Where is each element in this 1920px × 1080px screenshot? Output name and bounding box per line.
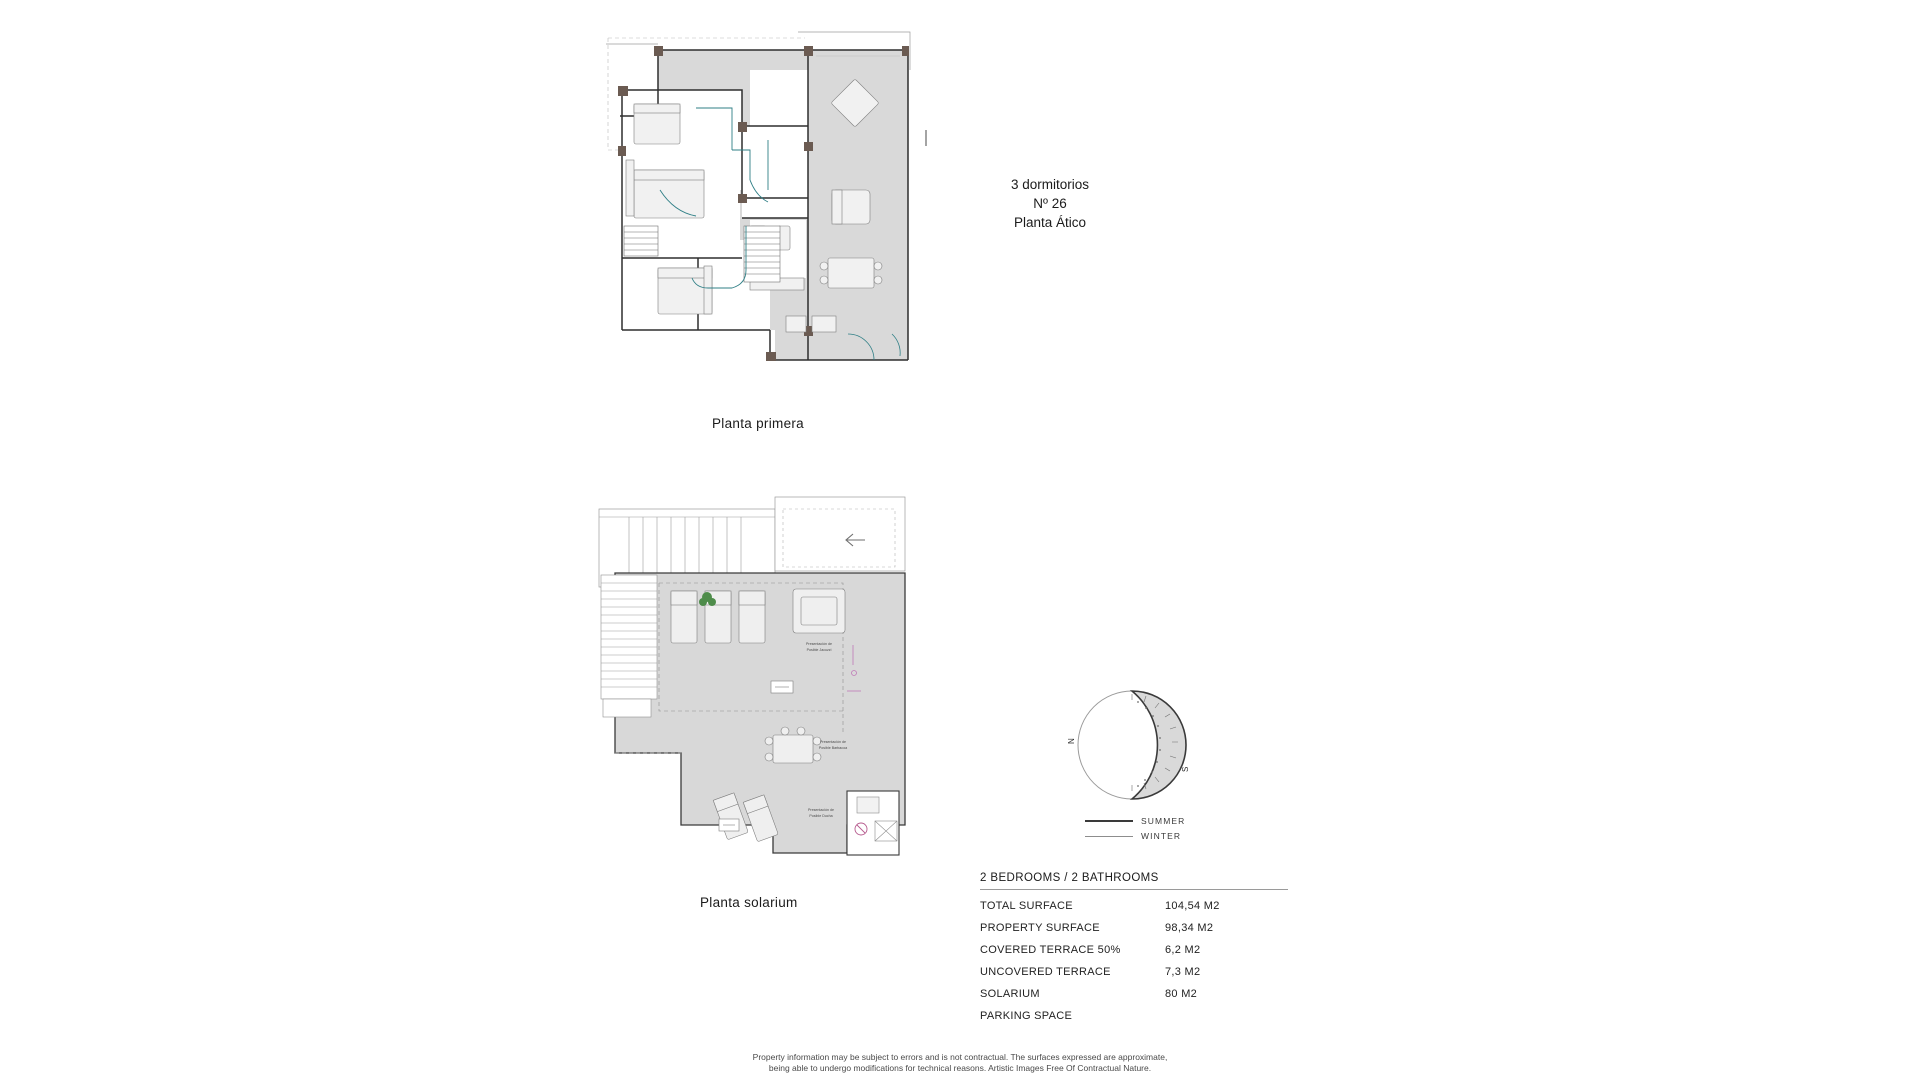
spec-label-total-surface: TOTAL SURFACE	[980, 900, 1073, 912]
sun-south-label: S	[1181, 766, 1190, 772]
spec-label-property-surface: PROPERTY SURFACE	[980, 922, 1100, 934]
spec-value-property-surface: 98,34 M2	[1165, 922, 1214, 934]
spec-row-uncovered-terrace	[980, 966, 1290, 978]
disclaimer-line-1: Property information may be subject to errors and is not contractual. The surfaces expressed are approximate,	[752, 1052, 1168, 1062]
spec-value-total-surface: 104,54 M2	[1165, 900, 1220, 912]
spec-row-parking-space	[980, 1010, 1290, 1022]
spec-value-parking-space	[1165, 1010, 1275, 1022]
spec-label-uncovered-terrace: UNCOVERED TERRACE	[980, 966, 1111, 978]
legend-label-winter: WINTER	[1141, 831, 1182, 841]
disclaimer-line-2: being able to undergo modifications for technical reasons. Artistic Images Free Of Contractual Nature.	[768, 1063, 1152, 1073]
legend-row-summer	[1085, 815, 1265, 827]
sun-north-label: N	[1067, 738, 1076, 744]
unit-bedrooms: 3 dormitorios	[1010, 177, 1090, 192]
spec-row-property-surface	[980, 922, 1290, 934]
spec-value-solarium: 80 M2	[1165, 988, 1198, 1000]
spec-value-uncovered-terrace: 7,3 M2	[1165, 966, 1201, 978]
specs-table	[980, 872, 1290, 1022]
spec-row-total-surface	[980, 900, 1290, 912]
disclaimer	[0, 1052, 1920, 1074]
annotation-barbacoa-line1: Presentación de	[820, 740, 846, 744]
unit-number: Nº 26	[1033, 196, 1067, 211]
legend-row-winter	[1085, 830, 1265, 842]
plan-caption-solarium: Planta solarium	[700, 895, 798, 910]
spec-label-parking-space: PARKING SPACE	[980, 1010, 1073, 1022]
spec-value-covered-terrace: 6,2 M2	[1165, 944, 1201, 956]
annotation-barbacoa-line2: Posible Barbacoa	[818, 746, 848, 750]
spec-label-covered-terrace: COVERED TERRACE 50%	[980, 944, 1121, 956]
unit-label-block	[960, 175, 1140, 232]
legend-line-summer	[1085, 820, 1133, 822]
annotation-jacuzzi-line1: Presentación de	[806, 642, 832, 646]
specs-title: 2 BEDROOMS / 2 BATHROOMS	[980, 872, 1288, 890]
plan-caption-first-floor: Planta primera	[712, 416, 804, 431]
annotation-ducha-line1: Presentación de	[808, 808, 834, 812]
unit-floor: Planta Ático	[1013, 215, 1087, 230]
annotation-jacuzzi-line2: Posible Jacuzzi	[806, 648, 832, 652]
sun-path-diagram	[1060, 680, 1220, 810]
spec-label-solarium: SOLARIUM	[980, 988, 1040, 1000]
floor-plan-first-floor	[600, 30, 940, 370]
sun-path-legend	[1085, 815, 1265, 842]
legend-label-summer: SUMMER	[1141, 816, 1186, 826]
floor-plan-solarium	[585, 495, 925, 925]
spec-row-covered-terrace	[980, 944, 1290, 956]
spec-row-solarium	[980, 988, 1290, 1000]
legend-line-winter	[1085, 836, 1133, 837]
annotation-ducha-line2: Posible Ducha	[809, 814, 833, 818]
